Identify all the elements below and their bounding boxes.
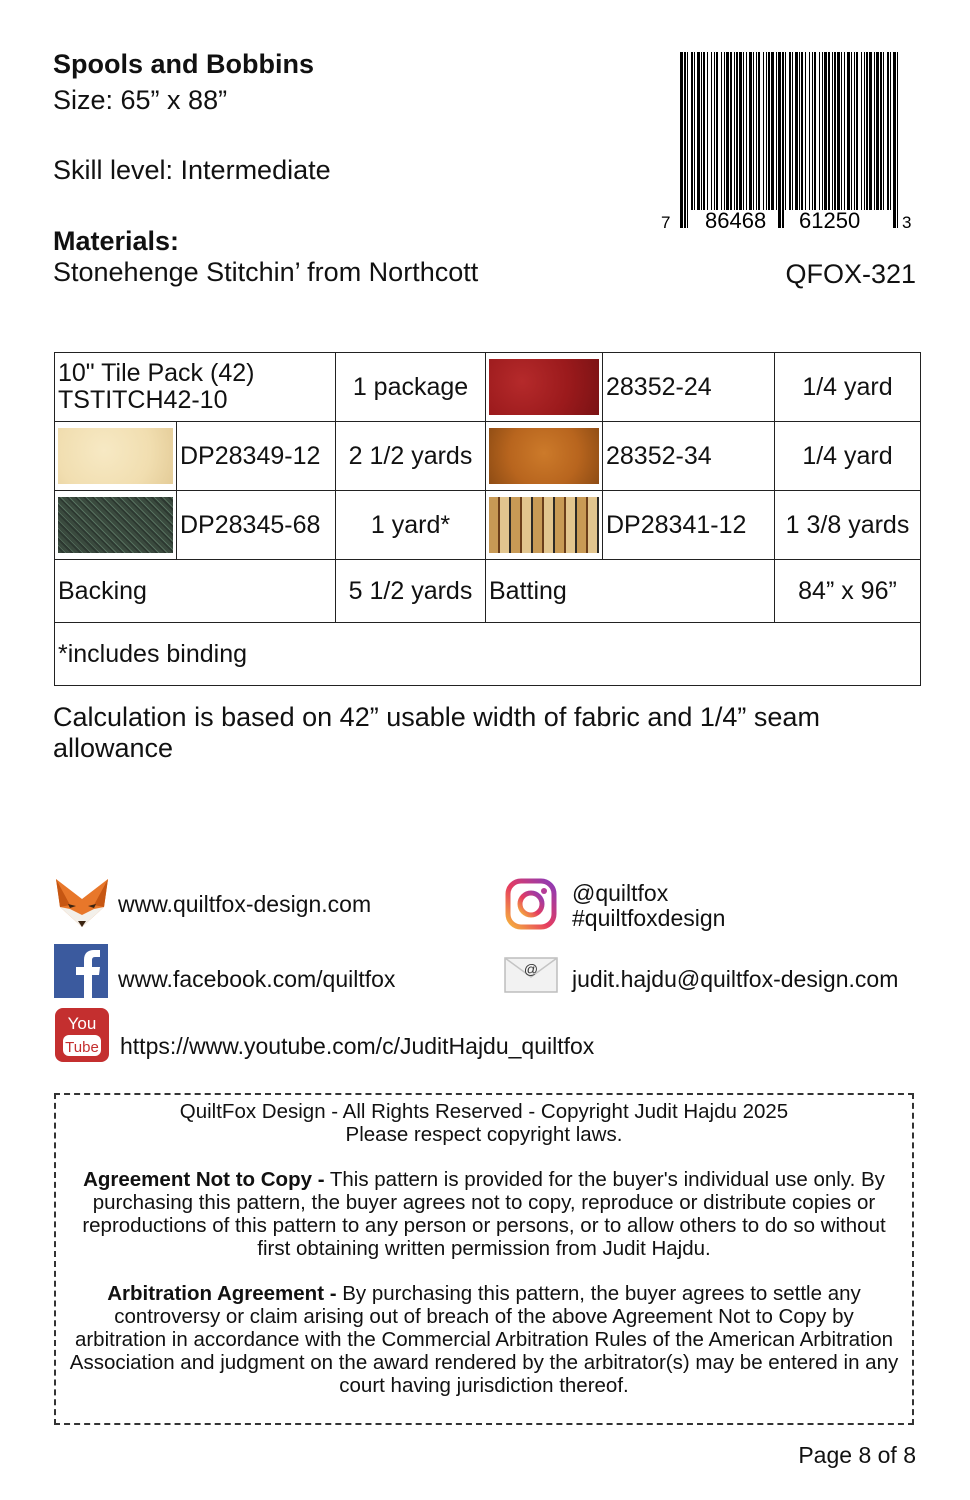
barcode-right-digits: 61250 — [799, 208, 861, 232]
barcode-bar — [847, 52, 850, 210]
barcode-bar — [724, 52, 725, 210]
barcode-bar — [749, 52, 752, 210]
barcode-bar — [703, 52, 705, 210]
respect-copyright-line: Please respect copyright laws. — [345, 1123, 623, 1146]
barcode-bar — [753, 52, 754, 210]
svg-text:@: @ — [523, 961, 539, 977]
fabric-swatch-orange — [489, 428, 599, 484]
backing-quantity: 5 1/2 yards — [336, 560, 486, 623]
product-code: QFOX-321 — [785, 259, 916, 289]
barcode-bar — [734, 52, 735, 210]
barcode-bar — [707, 52, 708, 210]
barcode-bar — [766, 52, 767, 210]
barcode-bar — [809, 52, 810, 210]
barcode-bar — [694, 52, 695, 210]
barcode-bar — [778, 52, 781, 228]
materials-table — [54, 352, 921, 686]
barcode-bar — [680, 52, 683, 228]
fabric-quantity: 1/4 yard — [775, 353, 921, 422]
barcode-bar — [701, 52, 702, 210]
barcode-bar — [876, 52, 879, 210]
tile-pack-name: 10" Tile Pack (42) — [58, 359, 255, 387]
tile-pack-cell — [55, 353, 336, 422]
barcode-bar — [746, 52, 747, 210]
barcode-bar — [714, 52, 715, 210]
barcode-bar — [883, 52, 884, 210]
tile-pack-code: TSTITCH42-10 — [58, 386, 228, 414]
barcode-bar — [856, 52, 858, 210]
barcode-bar — [887, 52, 889, 210]
arbitration-heading: Arbitration Agreement - — [107, 1282, 337, 1305]
barcode-bar — [880, 52, 882, 210]
fabric-code: DP28349-12 — [177, 422, 336, 491]
barcode-bar — [841, 52, 842, 210]
barcode-lead-digit: 7 — [661, 213, 671, 232]
envelope-icon — [504, 957, 558, 993]
fabric-swatch-green — [58, 497, 173, 553]
barcode-bar — [799, 52, 800, 210]
barcode-bar — [824, 52, 827, 210]
barcode-bar — [789, 52, 791, 210]
barcode-bar — [736, 52, 738, 210]
backing-label: Backing — [55, 560, 336, 623]
email-link[interactable]: judit.hajdu@quiltfox-design.com — [572, 966, 899, 992]
barcode-bar — [763, 52, 764, 210]
barcode-bar — [861, 52, 862, 210]
barcode-bar — [768, 52, 770, 210]
instagram-hashtag[interactable]: #quiltfoxdesign — [572, 905, 726, 931]
barcode-bar — [897, 52, 898, 228]
table-row — [55, 353, 921, 422]
fabric-swatch-stripe — [489, 497, 599, 553]
barcode-bar — [782, 52, 784, 228]
barcode-bar — [869, 52, 872, 210]
facebook-icon — [54, 944, 108, 998]
barcode-bar — [874, 52, 875, 210]
barcode-bar — [687, 52, 688, 228]
barcode-bar — [711, 52, 712, 210]
binding-note: *includes binding — [55, 623, 921, 686]
pattern-title: Spools and Bobbins — [53, 49, 314, 79]
barcode-bar — [828, 52, 830, 210]
barcode-bar — [832, 52, 833, 210]
barcode-bar — [716, 52, 718, 210]
barcode-bar — [834, 52, 836, 210]
barcode-bar — [819, 52, 820, 210]
fabric-swatch-red — [489, 359, 599, 415]
skill-level: Skill level: Intermediate — [53, 155, 331, 185]
table-row — [55, 422, 921, 491]
barcode-bar — [801, 52, 803, 210]
fabric-code: 28352-24 — [603, 353, 775, 422]
barcode-bar — [739, 52, 742, 210]
barcode-bar — [758, 52, 760, 210]
fabric-quantity: 1/4 yard — [775, 422, 921, 491]
facebook-link[interactable]: www.facebook.com/quiltfox — [118, 966, 396, 992]
barcode-bar — [721, 52, 722, 210]
barcode-bar — [822, 52, 823, 210]
quilt-size: Size: 65” x 88” — [53, 85, 228, 115]
table-row — [55, 623, 921, 686]
svg-text:You: You — [67, 1014, 97, 1033]
agreement-text: This pattern is provided for the buyer's individual use only. By purchasing this pattern, the buyer agrees not to copy, reproduce or distribute copies or reproductions of this pattern to any person or persons, or to allow others to do so without first obtaining written permission from Judit Hajdu. — [82, 1168, 886, 1260]
agreement-heading: Agreement Not to Copy - — [83, 1168, 325, 1191]
page-number: Page 8 of 8 — [798, 1442, 916, 1468]
materials-heading: Materials: — [53, 226, 180, 256]
barcode-bar — [805, 52, 806, 210]
barcode-bar — [697, 52, 700, 210]
barcode-bar — [866, 52, 868, 210]
svg-text:Tube: Tube — [65, 1039, 99, 1056]
fabric-quantity: 1 3/8 yards — [775, 491, 921, 560]
barcode-bar — [792, 52, 793, 210]
barcode-bar — [776, 52, 777, 210]
barcode-bar — [756, 52, 757, 210]
barcode-graphic — [660, 52, 922, 232]
batting-quantity: 84” x 96” — [775, 560, 921, 623]
barcode-trail-digit: 3 — [902, 213, 912, 232]
copyright-line: QuiltFox Design - All Rights Reserved - Copyright Judit Hajdu 2025 — [179, 1100, 789, 1123]
barcode-bar — [691, 52, 693, 210]
barcode-bar — [851, 52, 852, 210]
barcode-bar — [890, 52, 891, 210]
youtube-icon — [55, 1008, 109, 1062]
instagram-handle[interactable]: @quiltfox — [572, 880, 669, 906]
fabric-quantity: 2 1/2 yards — [336, 422, 486, 491]
arbitration-agreement — [68, 1282, 900, 1397]
instagram-icon — [505, 878, 557, 930]
table-row — [55, 491, 921, 560]
arbitration-text: By purchasing this pattern, the buyer agrees to settle any controversy or claim arising out of breach of the above Agreement Not to Copy by arbitration in accordance with the Commercial Arbitration Rules of the American Arbitration Association and judgment on the award rendered by the arbitrator(s) may be entered in any court having jurisdiction thereof. — [69, 1282, 899, 1397]
batting-label: Batting — [486, 560, 775, 623]
barcode-bar — [837, 52, 840, 210]
barcode-bar — [771, 52, 774, 210]
fox-logo-icon — [54, 877, 110, 929]
barcode-bar — [684, 52, 686, 228]
barcode-bar — [812, 52, 813, 210]
barcode-bar — [730, 52, 732, 210]
agreement-not-to-copy — [68, 1168, 900, 1260]
fabric-swatch-cream — [58, 428, 173, 484]
materials-line: Stonehenge Stitchin’ from Northcott — [53, 257, 479, 287]
barcode-bar — [795, 52, 798, 210]
website-link[interactable]: www.quiltfox-design.com — [118, 891, 372, 917]
barcode-bar — [854, 52, 855, 210]
fabric-quantity: 1 yard* — [336, 491, 486, 560]
barcode-bar — [893, 52, 896, 228]
barcode-bar — [743, 52, 744, 210]
fabric-code: DP28345-68 — [177, 491, 336, 560]
barcode-left-digits: 86468 — [705, 208, 767, 232]
calculation-note: Calculation is based on 42” usable width of fabric and 1/4” seam allowance — [53, 702, 820, 763]
fabric-code: 28352-34 — [603, 422, 775, 491]
youtube-link[interactable]: https://www.youtube.com/c/JuditHajdu_quiltfox — [120, 1033, 595, 1059]
fabric-code: DP28341-12 — [603, 491, 775, 560]
barcode — [660, 52, 922, 232]
copyright-notice — [54, 1093, 914, 1425]
barcode-bar — [785, 52, 786, 210]
barcode-bar — [726, 52, 729, 210]
barcode-bar — [814, 52, 816, 210]
table-row — [55, 560, 921, 623]
barcode-bar — [844, 52, 845, 210]
barcode-bar — [864, 52, 865, 210]
tile-pack-quantity: 1 package — [336, 353, 486, 422]
